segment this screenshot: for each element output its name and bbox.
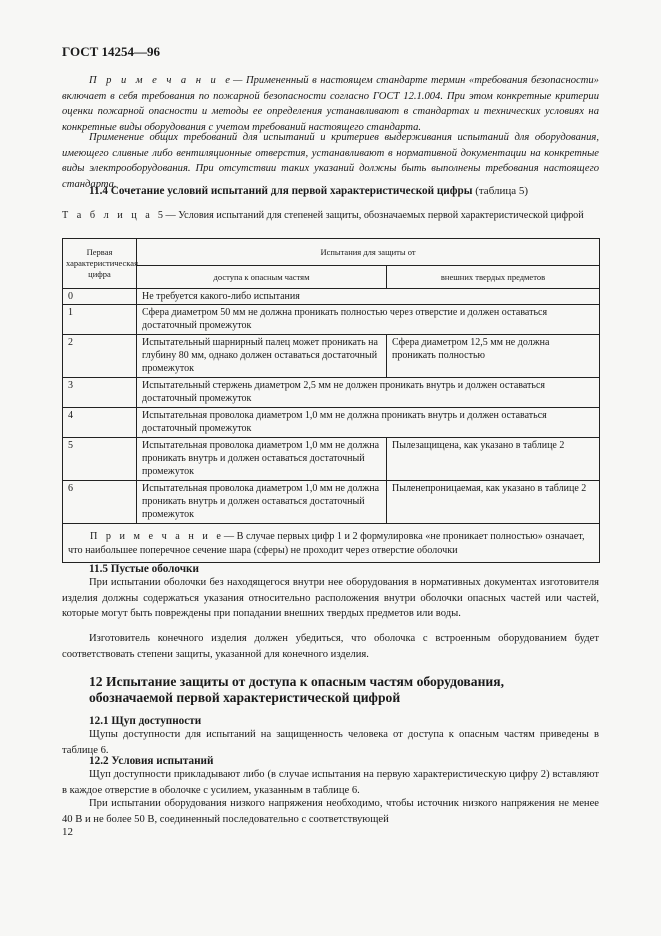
cell-access: Испытательный шарнирный палец может проникать на глубину 80 мм, однако должен оставаться достаточный промежуток: [137, 335, 387, 378]
section-12-1-title: 12.1 Щуп доступности: [89, 715, 202, 727]
cell-access: Испытательная проволока диаметром 1,0 мм не должна проникать внутрь и должен оставаться достаточный промежуток: [137, 481, 387, 524]
note-label: П р и м е ч а н и е: [89, 75, 234, 86]
section-12-2-paragraph-1: Щуп доступности прикладывают либо (в случае испытания на первую характеристическую цифру 2) вставляют в каждое отверстие в оболочке с усилием, указанным в таблице 6.: [62, 769, 599, 796]
cell-digit: 1: [63, 305, 137, 335]
section-12-title-line-1: 12 Испытание защиты от доступа к опасным частям оборудования,: [89, 674, 504, 689]
header-access-hazardous-parts: доступа к опасным частям: [137, 266, 387, 289]
table-note-text: — В случае первых цифр 1 и 2 формулировка «не проникает полностью» означает, что наибольшее поперечное сечение шара (сферы) не проходит через отверстие оболочки: [68, 531, 585, 556]
section-11-4-title: 11.4 Сочетание условий испытаний для первой характеристической цифры: [89, 185, 473, 197]
cell-digit: 3: [63, 378, 137, 408]
section-11-5-title: 11.5 Пустые оболочки: [89, 563, 199, 575]
section-12-1-paragraph: Щупы доступности для испытаний на защищенность человека от доступа к опасным частям приведены в таблице 6.: [62, 729, 599, 756]
table-row: [63, 481, 600, 524]
table-5-caption: [62, 209, 599, 222]
note-text: — Примененный в настоящем стандарте термин «требования безопасности» включает в себя требования по пожарной безопасности согласно ГОСТ 12.1.004. При этом конкретные критерии оценки пожарной опасности и методы ее определения устанавливают в стандартах и технических условиях на конкретные виды оборудования с учетом требований настоящего стандарта.: [62, 75, 599, 133]
cell-solid: Пыленепроницаемая, как указано в таблице 2: [387, 481, 600, 524]
table-5: [62, 238, 600, 563]
table-row: [63, 335, 600, 378]
section-12-title-line-2: обозначаемой первой характеристической цифрой: [89, 690, 401, 705]
table-5-caption-text: 5 — Условия испытаний для степеней защиты, обозначаемых первой характеристической цифрой: [157, 210, 584, 221]
section-11-4-suffix: (таблица 5): [472, 185, 529, 197]
cell-access: Испытательная проволока диаметром 1,0 мм не должна проникать внутрь и должен оставаться достаточный промежуток: [137, 438, 387, 481]
cell-digit: 6: [63, 481, 137, 524]
table-row: [63, 438, 600, 481]
header-first-digit: Первая характеристическая цифра: [63, 239, 137, 289]
cell-digit: 2: [63, 335, 137, 378]
table-row: [63, 289, 600, 305]
section-12-2-paragraph-2: При испытании оборудования низкого напряжения необходимо, чтобы источник низкого напряжения не менее 40 В и не более 50 В, соединенный последовательно с соответствующей: [62, 798, 599, 825]
page-number: 12: [62, 826, 73, 838]
table-row: [63, 408, 600, 438]
section-12-2-title: 12.2 Условия испытаний: [89, 755, 214, 767]
section-11-5-paragraph-1: При испытании оболочки без находящегося внутри нее оборудования в нормативных документах изготовителя изделия должны содержаться указания относительно расположения внутри оболочки опасных частей или частей, которые могут быть повреждены при попадании внешних твердых предметов или воды.: [62, 577, 599, 620]
table-5-note: [63, 524, 600, 563]
table-note-label: П р и м е ч а н и е: [90, 531, 224, 542]
note-terms: [62, 73, 599, 135]
cell-access: Не требуется какого-либо испытания: [137, 289, 600, 305]
cell-access: Испытательная проволока диаметром 1,0 мм не должна проникать внутрь и должен оставаться достаточный промежуток: [137, 408, 600, 438]
cell-solid: Пылезащищена, как указано в таблице 2: [387, 438, 600, 481]
document-header: ГОСТ 14254—96: [62, 44, 161, 59]
cell-digit: 4: [63, 408, 137, 438]
paragraph-general-requirements: Применение общих требований для испытаний и критериев выдерживания испытаний для оборудования, имеющего сливные либо вентиляционные отверстия, устанавливают в нормативной документации на конкретные виды электрооборудования. При отсутствии таких указаний должны быть выполнены требования настоящего стандарта.: [62, 132, 599, 190]
section-11-5-paragraph-2: Изготовитель конечного изделия должен убедиться, что оболочка с встроенным оборудованием будет соответствовать степени защиты, указанной для конечного изделия.: [62, 633, 599, 660]
cell-access: Сфера диаметром 50 мм не должна проникать полностью через отверстие и должен оставаться достаточный промежуток: [137, 305, 600, 335]
table-5-caption-label: Т а б л и ц а: [62, 210, 153, 221]
table-row: [63, 305, 600, 335]
table-note-row: [63, 524, 600, 563]
table-row: [63, 378, 600, 408]
section-11-4-heading: [89, 185, 528, 197]
cell-digit: 0: [63, 289, 137, 305]
cell-access: Испытательный стержень диаметром 2,5 мм не должен проникать внутрь и должен оставаться достаточный промежуток: [137, 378, 600, 408]
header-protection-group: Испытания для защиты от: [137, 239, 600, 266]
header-solid-objects: внешних твердых предметов: [387, 266, 600, 289]
cell-solid: Сфера диаметром 12,5 мм не должна проникать полностью: [387, 335, 600, 378]
cell-digit: 5: [63, 438, 137, 481]
